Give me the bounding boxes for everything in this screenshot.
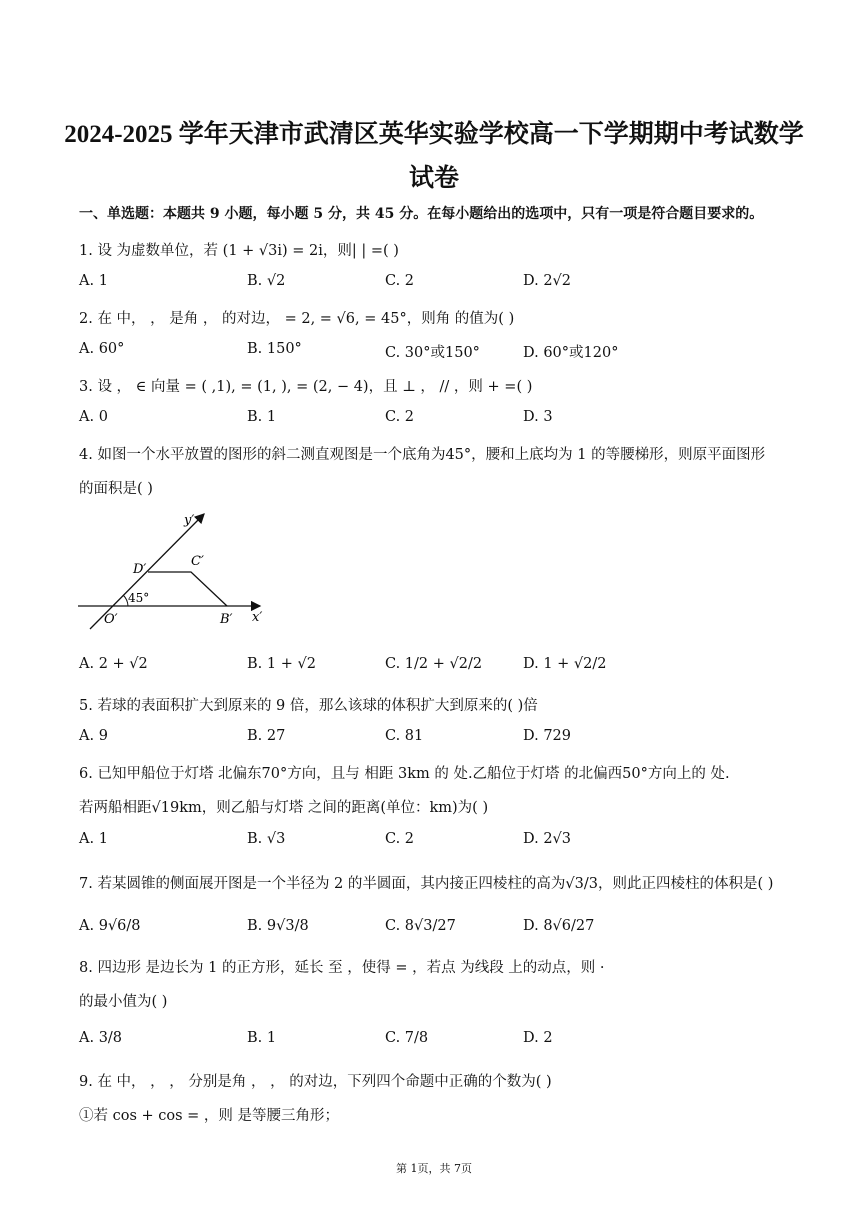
q6-option-d: D. 2√3 — [523, 831, 572, 847]
label-d: D′ — [133, 562, 147, 577]
q1-option-b: B. √2 — [247, 273, 286, 289]
q6-option-c: C. 2 — [385, 831, 415, 847]
label-b: B′ — [220, 612, 233, 627]
question-4-stem: 4. 如图一个水平放置的图形的斜二测直观图是一个底角为45°，腰和上底均为 1 的等腰梯形，则原平面图形 — [79, 447, 766, 463]
q2-option-a: A. 60° — [79, 341, 125, 357]
title-line-2: 试卷 — [408, 165, 459, 192]
q5-option-a: A. 9 — [79, 728, 108, 744]
label-y: y′ — [184, 513, 195, 528]
question-6-stem: 6. 已知甲船位于灯塔 北偏东70°方向，且与 相距 3km 的 处.乙船位于灯塔 的北偏西50°方向上的 处. — [79, 766, 730, 782]
q3-option-d: D. 3 — [523, 409, 553, 425]
q7-option-a: A. 9√6/8 — [79, 918, 141, 934]
q8-option-d: D. 2 — [523, 1030, 553, 1046]
trapezoid-edges — [148, 572, 227, 606]
q3-option-c: C. 2 — [385, 409, 415, 425]
q6-option-b: B. √3 — [247, 831, 286, 847]
q4-option-a: A. 2 + √2 — [79, 656, 148, 672]
q7-option-b: B. 9√3/8 — [247, 918, 309, 934]
q5-option-d: D. 729 — [523, 728, 572, 744]
label-x: x′ — [252, 610, 263, 625]
q2-option-c: C. 30°或150° — [385, 345, 480, 361]
q4-option-b: B. 1 + √2 — [247, 656, 316, 672]
question-1-stem: 1. 设 为虚数单位，若 (1 + √3i) = 2i，则| | =( ) — [79, 243, 399, 259]
q3-option-a: A. 0 — [79, 409, 108, 425]
q5-option-c: C. 81 — [385, 728, 424, 744]
question-6-stem-2: 若两船相距√19km，则乙船与灯塔 之间的距离(单位：km)为( ) — [79, 800, 489, 816]
q7-option-d: D. 8√6/27 — [523, 918, 595, 934]
q8-option-a: A. 3/8 — [79, 1030, 123, 1046]
q1-option-c: C. 2 — [385, 273, 415, 289]
q1-option-a: A. 1 — [79, 273, 108, 289]
q6-option-a: A. 1 — [79, 831, 108, 847]
q1-option-d: D. 2√2 — [523, 273, 572, 289]
question-5-stem: 5. 若球的表面积扩大到原来的 9 倍，那么该球的体积扩大到原来的( )倍 — [79, 698, 538, 714]
q3-option-b: B. 1 — [247, 409, 277, 425]
title-line-1: 2024-2025 学年天津市武清区英华实验学校高一下学期期中考试数学 — [64, 121, 804, 148]
section-heading: 一、单选题：本题共 9 小题，每小题 5 分，共 45 分。在每小题给出的选项中，只有一项是符合题目要求的。 — [79, 206, 764, 222]
question-2-stem: 2. 在 中， ， 是角 ， 的对边， = 2, = √6, = 45°，则角 的值为( ) — [79, 311, 515, 327]
q5-option-b: B. 27 — [247, 728, 286, 744]
label-o: O′ — [104, 612, 118, 627]
question-8-stem: 8. 四边形 是边长为 1 的正方形，延长 至 ，使得 = ，若点 为线段 上的动点，则 · — [79, 960, 605, 976]
question-9-item-1: ①若 cos + cos = ，则 是等腰三角形； — [79, 1108, 340, 1124]
question-9-stem: 9. 在 中， ， ， 分别是角 ， ， 的对边，下列四个命题中正确的个数为( ) — [79, 1074, 552, 1090]
question-4-stem-2: 的面积是( ) — [79, 481, 153, 497]
q2-option-d: D. 60°或120° — [523, 345, 619, 361]
q8-option-b: B. 1 — [247, 1030, 277, 1046]
oblique-trapezoid-figure — [76, 505, 276, 635]
q2-option-b: B. 150° — [247, 341, 302, 357]
question-3-stem: 3. 设 ， ∈ 向量 = ( ,1), = (1, ), = (2, − 4)，且 ⊥ ， // ，则 + =( ) — [79, 379, 533, 395]
q8-option-c: C. 7/8 — [385, 1030, 429, 1046]
q7-option-c: C. 8√3/27 — [385, 918, 456, 934]
question-8-stem-2: 的最小值为( ) — [79, 994, 168, 1010]
page-footer: 第 1页，共 7页 — [396, 1162, 472, 1175]
q4-option-d: D. 1 + √2/2 — [523, 656, 607, 672]
label-c: C′ — [191, 554, 204, 569]
q4-option-c: C. 1/2 + √2/2 — [385, 656, 483, 672]
label-angle: 45° — [128, 591, 150, 605]
question-7-stem: 7. 若某圆锥的侧面展开图是一个半径为 2 的半圆面，其内接正四棱柱的高为√3/3，则此正四棱柱的体积是( ) — [79, 876, 774, 892]
